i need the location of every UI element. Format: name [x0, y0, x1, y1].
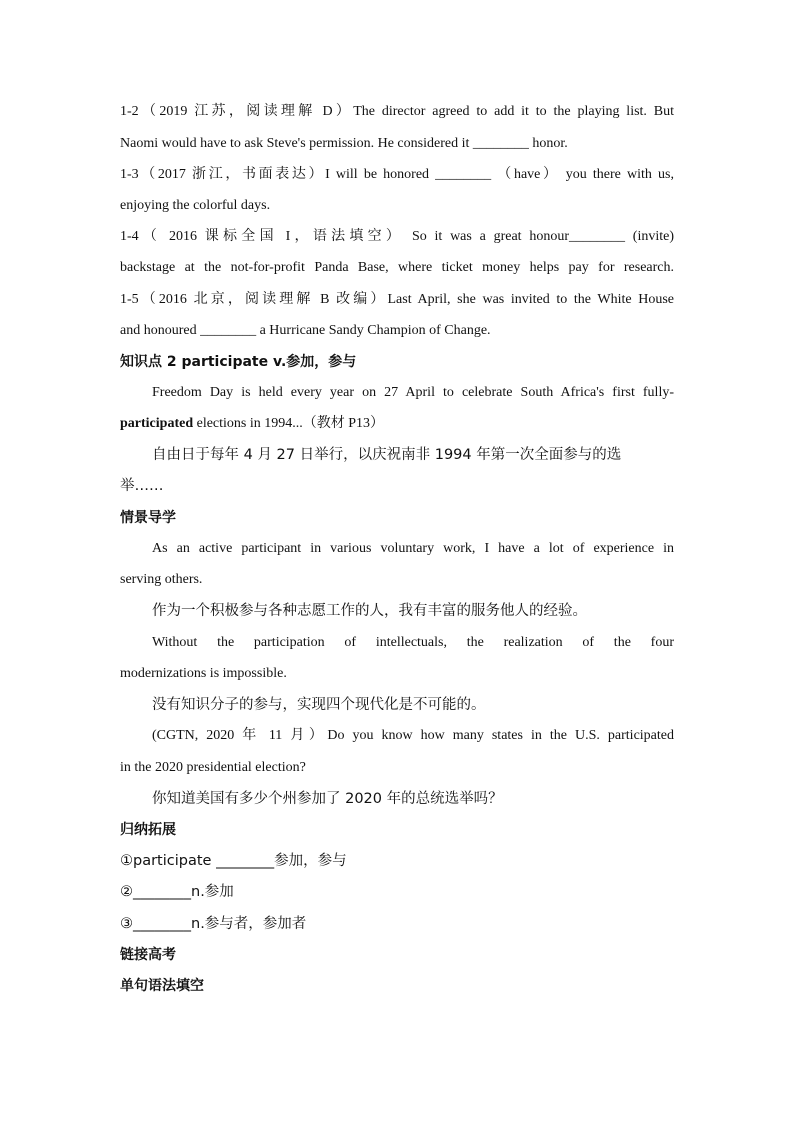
- summary-row-1: ①participate ________参加，参与: [120, 853, 347, 869]
- knowledge-point-2-heading: 知识点 2 participate v.参加，参与: [120, 354, 357, 370]
- textbook-example-line-2: [120, 414, 674, 434]
- item-1-2-line-1: 1-2（2019 江苏，阅读理解 D）The director agreed to add it to the playing list. But: [120, 104, 674, 119]
- textbook-example-line-1: Freedom Day is held every year on 27 April to celebrate South Africa's first fully-: [152, 385, 674, 400]
- scene-sentence-3-line-2: in the 2020 presidential election?: [120, 760, 306, 775]
- summary-row-2: ②________n.参加: [120, 884, 234, 900]
- item-1-5-line-2: and honoured ________ a Hurricane Sandy Champion of Change.: [120, 323, 491, 338]
- summary-heading: 归纳拓展: [120, 822, 176, 838]
- participated-keyword: participated: [120, 416, 194, 431]
- scene-sentence-2-line-1: Without the participation of intellectuals, the realization of the four: [152, 635, 674, 650]
- scene-heading: 情景导学: [120, 510, 176, 526]
- item-1-2-line-2: Naomi would have to ask Steve's permission. He considered it ________ honor.: [120, 136, 568, 151]
- textbook-translation-line-1: 自由日于每年 4 月 27 日举行，以庆祝南非 1994 年第一次全面参与的选: [152, 447, 622, 463]
- scene-sentence-3-translation: 你知道美国有多少个州参加了 2020 年的总统选举吗？: [152, 791, 503, 807]
- item-1-4-line-1: 1-4（ 2016 课标全国 I，语法填空） So it was a great honour________ (invite): [120, 229, 674, 244]
- item-1-5-line-1: 1-5（2016 北京，阅读理解 B 改编）Last April, she was invited to the White House: [120, 292, 674, 307]
- textbook-translation-line-2: 举……: [120, 478, 164, 494]
- scene-sentence-3-line-1: (CGTN, 2020 年 11 月）Do you know how many states in the U.S. participated: [152, 728, 674, 743]
- summary-row-3: ③________n.参与者，参加者: [120, 916, 307, 932]
- item-1-3-line-1: 1-3（2017 浙江，书面表达）I will be honored ________ （have） you there with us,: [120, 167, 674, 182]
- item-1-3-line-2: enjoying the colorful days.: [120, 198, 271, 213]
- scene-sentence-1-line-2: serving others.: [120, 572, 203, 587]
- grammar-fill-subheading: 单句语法填空: [120, 978, 204, 994]
- scene-sentence-2-line-2: modernizations is impossible.: [120, 666, 287, 681]
- scene-sentence-1-translation: 作为一个积极参与各种志愿工作的人，我有丰富的服务他人的经验。: [152, 603, 587, 619]
- link-exam-heading: 链接高考: [120, 947, 176, 963]
- item-1-4-line-2: backstage at the not-for-profit Panda Base, where ticket money helps pay for research.: [120, 260, 674, 275]
- textbook-example-rest: elections in 1994...（教材 P13）: [193, 416, 385, 431]
- scene-sentence-2-translation: 没有知识分子的参与，实现四个现代化是不可能的。: [152, 697, 486, 713]
- scene-sentence-1-line-1: As an active participant in various voluntary work, I have a lot of experience in: [152, 541, 674, 556]
